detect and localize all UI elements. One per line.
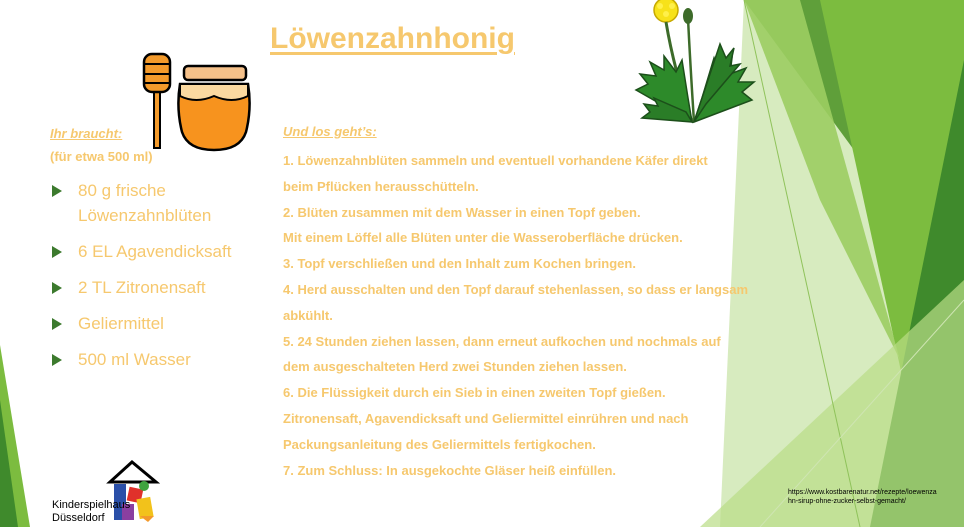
instruction-line: Zitronensaft, Agavendicksaft und Geliermittel einrühren und nach	[283, 410, 689, 426]
instruction-line: Packungsanleitung des Geliermittels fertigkochen.	[283, 436, 596, 452]
instruction-line: abkühlt.	[283, 307, 333, 323]
instruction-line: 7. Zum Schluss: In ausgekochte Gläser heiß einfüllen.	[283, 462, 617, 478]
instruction-line: Mit einem Löffel alle Blüten unter die Wasseroberfläche drücken.	[283, 230, 683, 246]
bullet-triangle-icon	[52, 282, 62, 294]
instructions-section	[283, 124, 803, 483]
instruction-line: 6. Die Flüssigkeit durch ein Sieb in einen zweiten Topf gießen.	[283, 385, 666, 401]
instruction-line: 5. 24 Stunden ziehen lassen, dann erneut aufkochen und nochmals auf	[283, 333, 721, 349]
list-item: 2 TL Zitronensaft	[50, 275, 280, 300]
ingredients-subheading: (für etwa 500 ml)	[50, 149, 153, 164]
instructions-text	[283, 148, 803, 483]
bullet-triangle-icon	[52, 185, 62, 197]
bullet-triangle-icon	[52, 246, 62, 258]
instructions-heading: Und los geht’s:	[283, 124, 377, 139]
logo-text: Kinderspielhaus Düsseldorf	[52, 499, 131, 524]
source-link[interactable]: https://www.kostbarenatur.net/rezepte/loewenzahn-sirup-ohne-zucker-selbst-gemacht/	[788, 489, 937, 505]
list-item: 500 ml Wasser	[50, 347, 280, 372]
dandelion-icon	[630, 0, 760, 138]
ingredients-list	[50, 178, 280, 372]
instruction-line: 3. Topf verschließen und den Inhalt zum Kochen bringen.	[283, 256, 636, 272]
bullet-triangle-icon	[52, 318, 62, 330]
list-item: 6 EL Agavendicksaft	[50, 239, 280, 264]
bullet-triangle-icon	[52, 354, 62, 366]
ingredients-section	[50, 126, 280, 383]
instruction-line: dem ausgeschalteten Herd zwei Stunden ziehen lassen.	[283, 359, 627, 375]
list-item: Geliermittel	[50, 311, 280, 336]
ingredients-heading: Ihr braucht:	[50, 126, 123, 141]
instruction-line: beim Pflücken herausschütteln.	[283, 178, 479, 194]
page-title: Löwenzahnhonig	[270, 22, 515, 55]
instruction-line: 1. Löwenzahnblüten sammeln und eventuell vorhandene Käfer direkt	[283, 153, 708, 168]
instruction-line: 2. Blüten zusammen mit dem Wasser in einen Topf geben.	[283, 204, 641, 220]
list-item: 80 g frische Löwenzahnblüten	[50, 178, 280, 228]
instruction-line: 4. Herd ausschalten und den Topf darauf stehenlassen, so dass er langsam	[283, 281, 749, 297]
